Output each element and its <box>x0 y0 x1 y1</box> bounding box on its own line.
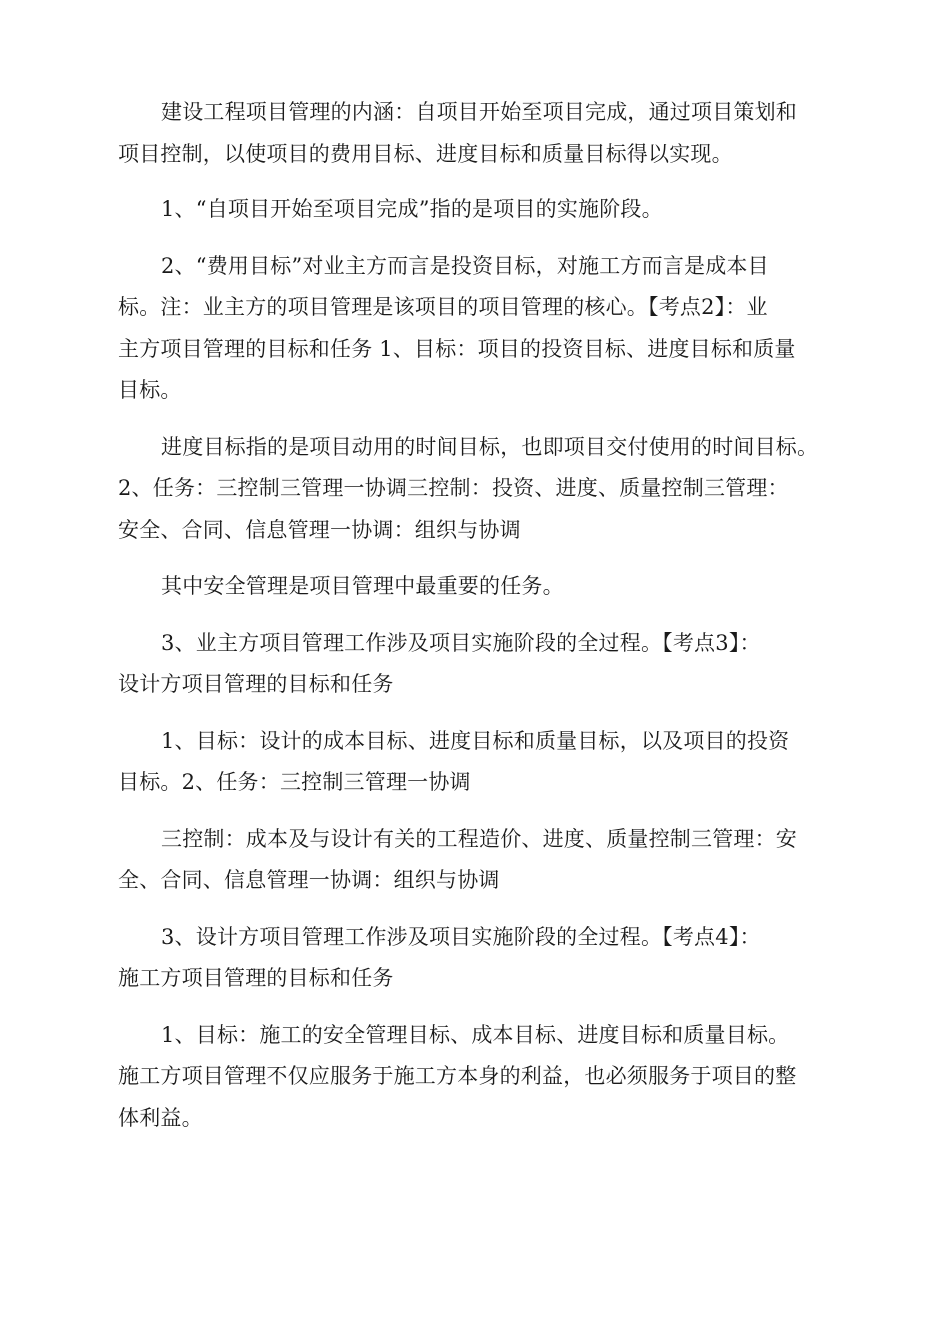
text-line: 设计方项目管理的目标和任务 <box>118 672 394 696</box>
document-body <box>118 92 836 1139</box>
paragraph-3 <box>118 246 836 412</box>
paragraph-10 <box>118 1015 836 1140</box>
text-line: 全、合同、信息管理一协调：组织与协调 <box>118 868 500 892</box>
paragraph-5 <box>118 566 836 608</box>
paragraph-6 <box>118 623 836 706</box>
text-line: 3、业主方项目管理工作涉及项目实施阶段的全过程。【考点3】： <box>161 630 761 655</box>
text-line: 2、“费用目标”对业主方而言是投资目标，对施工方而言是成本目 <box>161 253 769 278</box>
text-line: 目标。2、任务：三控制三管理一协调 <box>118 770 471 794</box>
text-line: 1、目标：设计的成本目标、进度目标和质量目标，以及项目的投资 <box>161 728 790 753</box>
text-line: 3、设计方项目管理工作涉及项目实施阶段的全过程。【考点4】： <box>161 924 761 949</box>
text-line: 进度目标指的是项目动用的时间目标，也即项目交付使用的时间目标。 <box>161 434 819 459</box>
paragraph-7 <box>118 721 836 804</box>
text-line: 建设工程项目管理的内涵：自项目开始至项目完成，通过项目策划和 <box>161 100 797 124</box>
text-line: 项目控制，以使项目的费用目标、进度目标和质量目标得以实现。 <box>118 141 733 166</box>
text-line: 目标。 <box>118 378 182 402</box>
text-line: 1、目标：施工的安全管理目标、成本目标、进度目标和质量目标。 <box>161 1022 790 1047</box>
paragraph-9 <box>118 917 836 1000</box>
text-line: 1、“自项目开始至项目完成”指的是项目的实施阶段。 <box>161 197 663 221</box>
text-line: 2、任务：三控制三管理一协调三控制：投资、进度、质量控制三管理： <box>118 476 789 500</box>
text-line: 标。注：业主方的项目管理是该项目的项目管理的核心。【考点2】：业 <box>118 295 768 319</box>
text-line: 三控制：成本及与设计有关的工程造价、进度、质量控制三管理：安 <box>161 826 797 851</box>
text-line: 主方项目管理的目标和任务 1、目标：项目的投资目标、进度目标和质量 <box>118 336 796 361</box>
text-line: 施工方项目管理不仅应服务于施工方本身的利益，也必须服务于项目的整 <box>118 1064 797 1088</box>
text-line: 体利益。 <box>118 1105 203 1130</box>
paragraph-8 <box>118 819 836 902</box>
paragraph-4 <box>118 427 836 552</box>
text-line: 施工方项目管理的目标和任务 <box>118 966 394 990</box>
paragraph-2 <box>118 189 836 231</box>
paragraph-1 <box>118 92 836 175</box>
text-line: 其中安全管理是项目管理中最重要的任务。 <box>161 574 564 598</box>
text-line: 安全、合同、信息管理一协调：组织与协调 <box>118 517 521 542</box>
